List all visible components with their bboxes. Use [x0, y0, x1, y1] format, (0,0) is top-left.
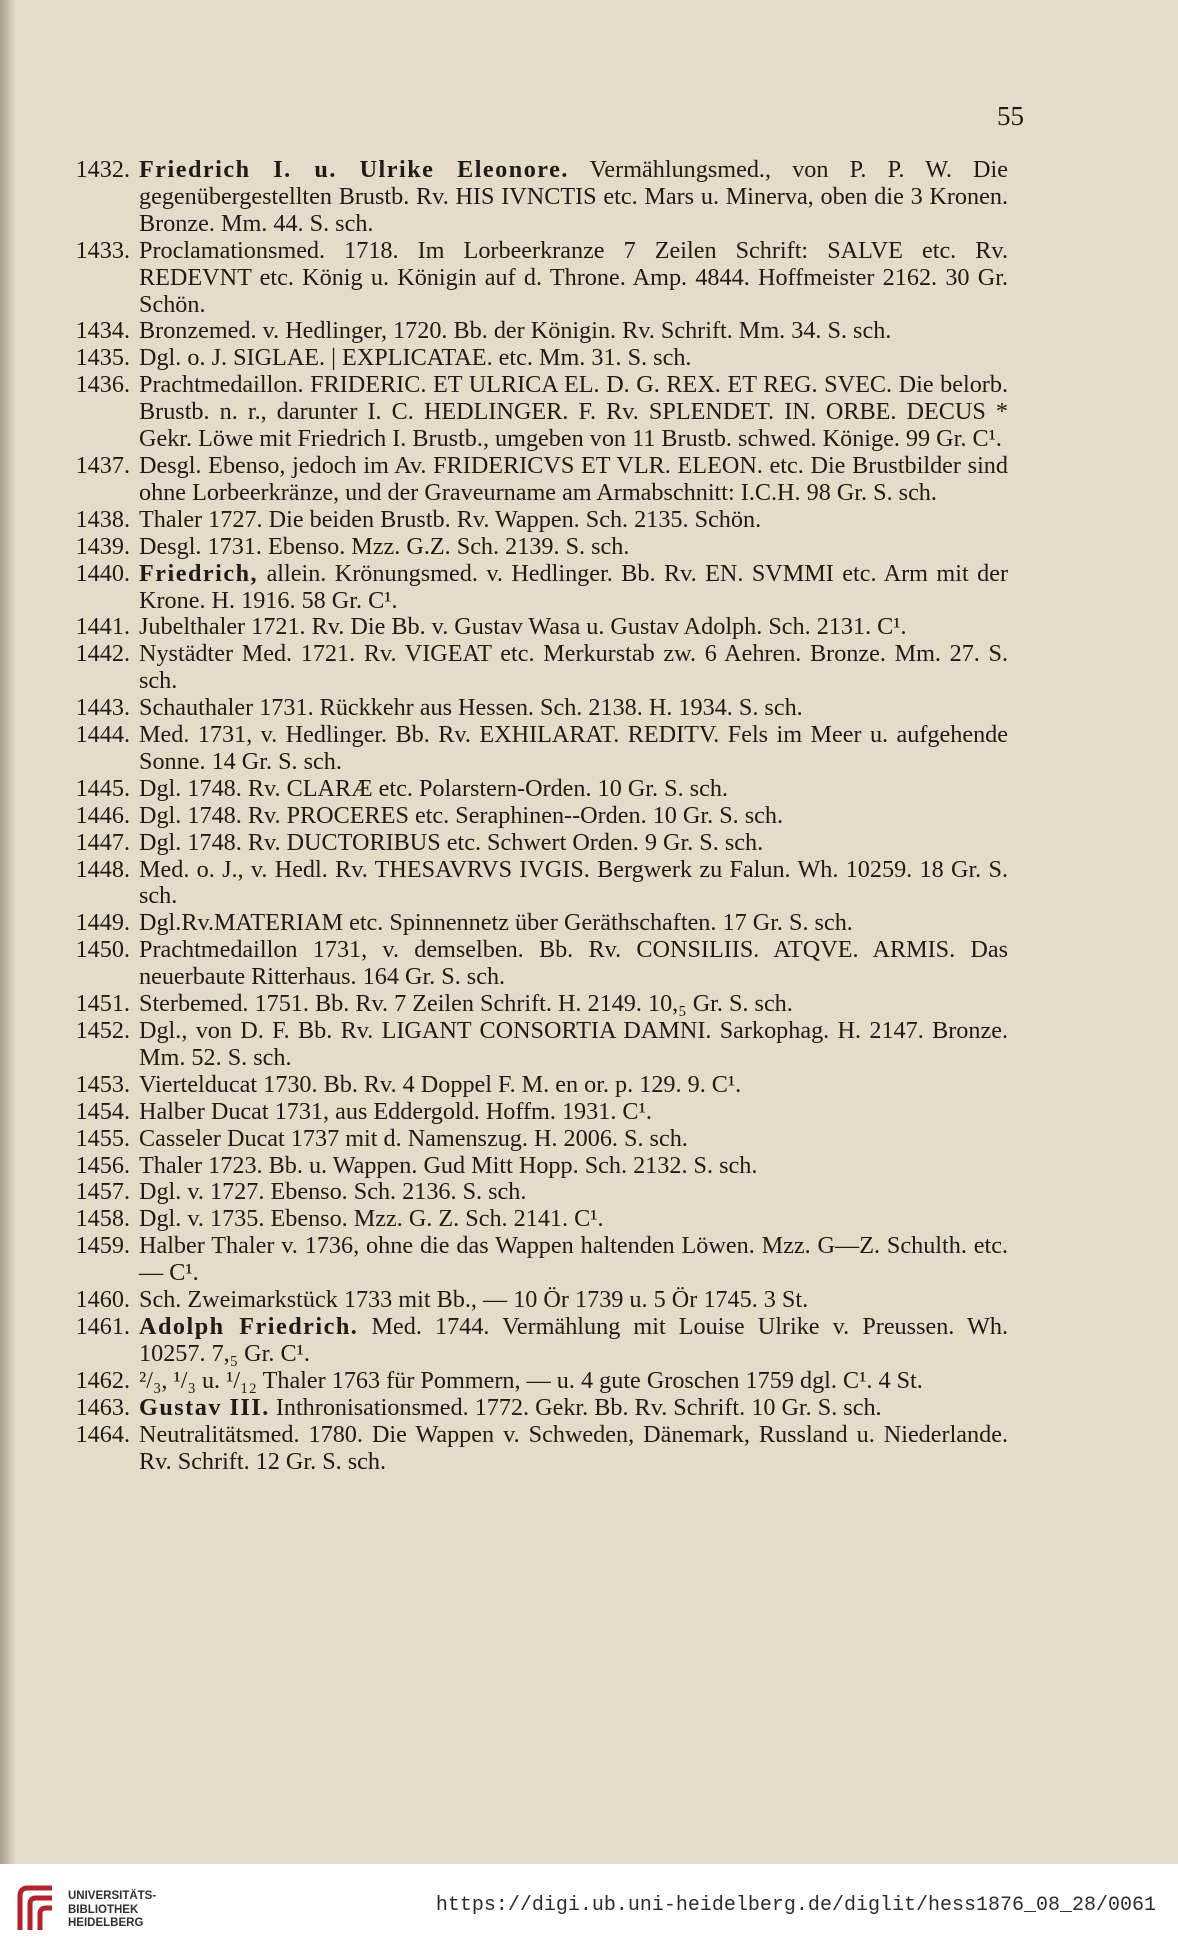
entry-number: 1457. — [75, 1178, 130, 1206]
catalog-entry — [56, 695, 1008, 722]
entry-number: 1458. — [75, 1205, 130, 1233]
entry-body — [139, 534, 1008, 561]
entry-body — [139, 830, 1008, 857]
entry-body — [139, 722, 1008, 776]
entry-description: Vermählungsmed., von P. P. W. Die gegenübergestellten Brustb. Rv. HIS IVNCTIS etc. Mars u. Minerva, oben die 3 Kronen. Bronze. Mm. 44. S. sch. — [139, 156, 1008, 237]
entry-description: Dgl. v. 1735. Ebenso. Mzz. G. Z. Sch. 2141. C¹. — [139, 1205, 604, 1233]
entry-body — [139, 453, 1008, 507]
institution-line: UNIVERSITÄTS- — [68, 1890, 157, 1902]
entry-description: Halber Ducat 1731, aus Eddergold. Hoffm. 1931. C¹. — [139, 1097, 652, 1125]
entry-description: Dgl., von D. F. Bb. Rv. LIGANT CONSORTIA DAMNI. Sarkophag. H. 2147. Bronze. Mm. 52. S. sch. — [139, 1017, 1008, 1071]
entry-body — [139, 1395, 1008, 1422]
catalog-entry — [56, 830, 1008, 857]
entry-description: Inthronisationsmed. 1772. Gekr. Bb. Rv. Schrift. 10 Gr. S. sch. — [275, 1393, 882, 1421]
entry-body — [139, 991, 1008, 1018]
catalog-entry — [56, 910, 1008, 937]
entry-number: 1438. — [75, 505, 130, 533]
catalog-entry — [56, 857, 1008, 911]
catalog-entry — [56, 1153, 1008, 1180]
entry-number: 1460. — [75, 1286, 130, 1314]
entry-number: 1456. — [75, 1151, 130, 1179]
viewer-footer — [0, 1864, 1178, 1949]
entry-number: 1447. — [75, 828, 130, 856]
entry-description: Med. o. J., v. Hedl. Rv. THESAVRVS IVGIS. Bergwerk zu Falun. Wh. 10259. 18 Gr. S. sch. — [139, 855, 1008, 910]
entry-description: Halber Thaler v. 1736, ohne die das Wappen haltenden Löwen. Mzz. G—Z. Schulth. etc. — C¹. — [139, 1232, 1008, 1287]
ruler-name: Friedrich, — [139, 559, 259, 587]
entry-body — [139, 1072, 1008, 1099]
catalog-entry — [56, 1395, 1008, 1422]
catalog-entry — [56, 1368, 1008, 1395]
entry-description: ²/₃, ¹/₃ u. ¹/₁₂ Thaler 1763 für Pommern, — u. 4 gute Groschen 1759 dgl. C¹. 4 St. — [139, 1366, 923, 1394]
entry-number: 1464. — [75, 1420, 130, 1448]
entry-body — [139, 1206, 1008, 1233]
entry-description: Desgl. Ebenso, jedoch im Av. FRIDERICVS ET VLR. ELEON. etc. Die Brustbilder sind ohne Lorbeerkränze, und der Graveurname am Armabschnitt: I.C.H. 98 Gr. S. sch. — [139, 451, 1008, 506]
entry-body — [139, 803, 1008, 830]
entry-number: 1444. — [75, 721, 130, 749]
entry-description: Prachtmedaillon. FRIDERIC. ET ULRICA EL. D. G. REX. ET REG. SVEC. Die belorb. Brustb. n. r., darunter I. C. HEDLINGER. F. Rv. SPLENDET. IN. ORBE. DECUS * Gekr. Löwe mit Friedrich I. Brustb., umgeben von 11 Brustb. schwed. Könige. 99 Gr. C¹. — [139, 371, 1008, 453]
entry-number: 1461. — [75, 1312, 130, 1340]
entry-body — [139, 1233, 1008, 1287]
entry-number: 1448. — [75, 855, 130, 883]
catalog-entry — [56, 614, 1008, 641]
entry-description: Dgl. 1748. Rv. DUCTORIBUS etc. Schwert Orden. 9 Gr. S. sch. — [139, 828, 764, 856]
catalog-entry — [56, 1314, 1008, 1368]
entry-number: 1441. — [75, 613, 130, 641]
entry-body — [139, 695, 1008, 722]
entry-description: Sterbemed. 1751. Bb. Rv. 7 Zeilen Schrift. H. 2149. 10,₅ Gr. S. sch. — [139, 990, 793, 1018]
entry-description: Sch. Zweimarkstück 1733 mit Bb., — 10 Ör 1739 u. 5 Ör 1745. 3 St. — [139, 1286, 809, 1314]
catalog-entry — [56, 1072, 1008, 1099]
catalog-entry — [56, 1233, 1008, 1287]
university-library-logo-icon — [16, 1884, 58, 1932]
entry-number: 1452. — [75, 1017, 130, 1044]
catalog-entry — [56, 561, 1008, 615]
entry-number: 1462. — [75, 1366, 130, 1394]
entry-body — [139, 1018, 1008, 1072]
entry-number: 1445. — [75, 774, 130, 802]
catalog-entry — [56, 803, 1008, 830]
entry-description: Thaler 1723. Bb. u. Wappen. Gud Mitt Hopp. Sch. 2132. S. sch. — [139, 1151, 758, 1179]
entry-number: 1453. — [75, 1070, 130, 1098]
entry-description: Dgl. 1748. Rv. PROCERES etc. Seraphinen--Orden. 10 Gr. S. sch. — [139, 801, 784, 829]
entry-description: Med. 1744. Vermählung mit Louise Ulrike v. Preussen. Wh. 10257. 7,₅ Gr. C¹. — [139, 1312, 1008, 1367]
catalog-entry — [56, 776, 1008, 803]
entry-body — [139, 1422, 1008, 1476]
entry-body — [139, 937, 1008, 991]
institution-name — [68, 1890, 156, 1931]
entry-number: 1449. — [75, 909, 130, 937]
entry-number: 1455. — [75, 1124, 130, 1152]
entry-description: Casseler Ducat 1737 mit d. Namenszug. H. 2006. S. sch. — [139, 1124, 688, 1152]
catalog-entry — [56, 372, 1008, 453]
entry-number: 1440. — [75, 559, 130, 587]
entry-body — [139, 776, 1008, 803]
ruler-name: Adolph Friedrich. — [139, 1312, 359, 1340]
entry-body — [139, 1126, 1008, 1153]
catalog-entry — [56, 453, 1008, 507]
catalog-entry — [56, 641, 1008, 695]
entry-description: Dgl. o. J. SIGLAE. | EXPLICATAE. etc. Mm. 31. S. sch. — [139, 344, 692, 372]
catalog-entry — [56, 345, 1008, 372]
entry-body — [139, 857, 1008, 911]
entry-body — [139, 641, 1008, 695]
entry-description: Dgl. 1748. Rv. CLARÆ etc. Polarstern-Orden. 10 Gr. S. sch. — [139, 774, 728, 802]
entry-number: 1434. — [75, 317, 130, 345]
entry-number: 1463. — [75, 1393, 130, 1421]
catalog-entry — [56, 507, 1008, 534]
page-number: 55 — [997, 101, 1024, 131]
entry-body — [139, 1153, 1008, 1180]
entry-number: 1437. — [75, 451, 130, 479]
entry-body — [139, 910, 1008, 937]
catalog-entry — [56, 1099, 1008, 1126]
catalog-entry — [56, 937, 1008, 991]
entry-number: 1432. — [75, 156, 130, 183]
entry-body — [139, 1368, 1008, 1395]
entry-description: Desgl. 1731. Ebenso. Mzz. G.Z. Sch. 2139. S. sch. — [139, 532, 630, 560]
entry-description: Dgl. v. 1727. Ebenso. Sch. 2136. S. sch. — [139, 1178, 527, 1206]
entry-description: Prachtmedaillon 1731, v. demselben. Bb. Rv. CONSILIIS. ATQVE. ARMIS. Das neuerbaute Ritterhaus. 164 Gr. S. sch. — [139, 936, 1008, 991]
institution-line: HEIDELBERG — [68, 1917, 144, 1929]
entry-number: 1435. — [75, 344, 130, 372]
entry-number: 1442. — [75, 640, 130, 668]
ruler-name: Friedrich I. u. Ulrike Eleonore. — [139, 156, 569, 183]
catalog-entry — [56, 534, 1008, 561]
entry-number: 1433. — [75, 236, 130, 264]
entry-body — [139, 1099, 1008, 1126]
entry-body — [139, 157, 1008, 238]
entry-description: Thaler 1727. Die beiden Brustb. Rv. Wappen. Sch. 2135. Schön. — [139, 505, 762, 533]
catalog-entry — [56, 238, 1008, 319]
catalog-entry — [56, 1018, 1008, 1072]
entry-number: 1459. — [75, 1232, 130, 1260]
entry-description: Dgl.Rv.MATERIAM etc. Spinnennetz über Geräthschaften. 17 Gr. S. sch. — [139, 909, 853, 937]
entry-body — [139, 507, 1008, 534]
entry-description: Med. 1731, v. Hedlinger. Bb. Rv. EXHILARAT. REDITV. Fels im Meer u. aufgehende Sonne. 14 Gr. S. sch. — [139, 721, 1008, 775]
catalog-entry — [56, 1422, 1008, 1476]
entry-description: Bronzemed. v. Hedlinger, 1720. Bb. der Königin. Rv. Schrift. Mm. 34. S. sch. — [139, 317, 892, 345]
entry-description: Neutralitätsmed. 1780. Die Wappen v. Schweden, Dänemark, Russland u. Niederlande. Rv. Schrift. 12 Gr. S. sch. — [139, 1420, 1008, 1475]
ruler-name: Gustav III. — [139, 1393, 270, 1421]
catalog-entry — [56, 991, 1008, 1018]
catalog-entry — [56, 1287, 1008, 1314]
entry-body — [139, 1179, 1008, 1206]
entry-body — [139, 561, 1008, 615]
institution-line: BIBLIOTHEK — [68, 1903, 139, 1916]
entry-body — [139, 318, 1008, 345]
catalog-entry — [56, 1206, 1008, 1233]
entry-number: 1450. — [75, 936, 130, 964]
entry-body — [139, 372, 1008, 453]
entry-number: 1439. — [75, 532, 130, 560]
catalog-entry — [56, 1179, 1008, 1206]
entry-number: 1443. — [75, 694, 130, 722]
entry-description: Schauthaler 1731. Rückkehr aus Hessen. Sch. 2138. H. 1934. S. sch. — [139, 694, 803, 722]
entry-body — [139, 1314, 1008, 1368]
entry-description: Nystädter Med. 1721. Rv. VIGEAT etc. Merkurstab zw. 6 Aehren. Bronze. Mm. 27. S. sch. — [139, 640, 1008, 695]
entry-description: Jubelthaler 1721. Rv. Die Bb. v. Gustav Wasa u. Gustav Adolph. Sch. 2131. C¹. — [139, 613, 907, 641]
entry-body — [139, 238, 1008, 319]
entry-description: Proclamationsmed. 1718. Im Lorbeerkranze 7 Zeilen Schrift: SALVE etc. Rv. REDEVNT etc. König u. Königin auf d. Throne. Amp. 4844. Hoffmeister 2162. 30 Gr. Schön. — [139, 236, 1008, 318]
entry-number: 1454. — [75, 1097, 130, 1125]
catalog-entry — [56, 722, 1008, 776]
document-url-link[interactable]: https://digi.ub.uni-heidelberg.de/diglit/hess1876_08_28/0061 — [435, 1894, 1156, 1917]
catalog-entry — [56, 1126, 1008, 1153]
catalog-entry — [56, 157, 1008, 238]
entry-number: 1436. — [75, 371, 130, 399]
catalog-entry-list — [56, 157, 1008, 1475]
entry-body — [139, 1287, 1008, 1314]
entry-body — [139, 345, 1008, 372]
entry-number: 1451. — [75, 990, 130, 1018]
entry-description: allein. Krönungsmed. v. Hedlinger. Bb. Rv. EN. SVMMI etc. Arm mit der Krone. H. 1916. 58 Gr. C¹. — [139, 559, 1008, 614]
entry-number: 1446. — [75, 801, 130, 829]
entry-description: Viertelducat 1730. Bb. Rv. 4 Doppel F. M. en or. p. 129. 9. C¹. — [139, 1070, 742, 1098]
entry-body — [139, 614, 1008, 641]
catalog-entry — [56, 318, 1008, 345]
